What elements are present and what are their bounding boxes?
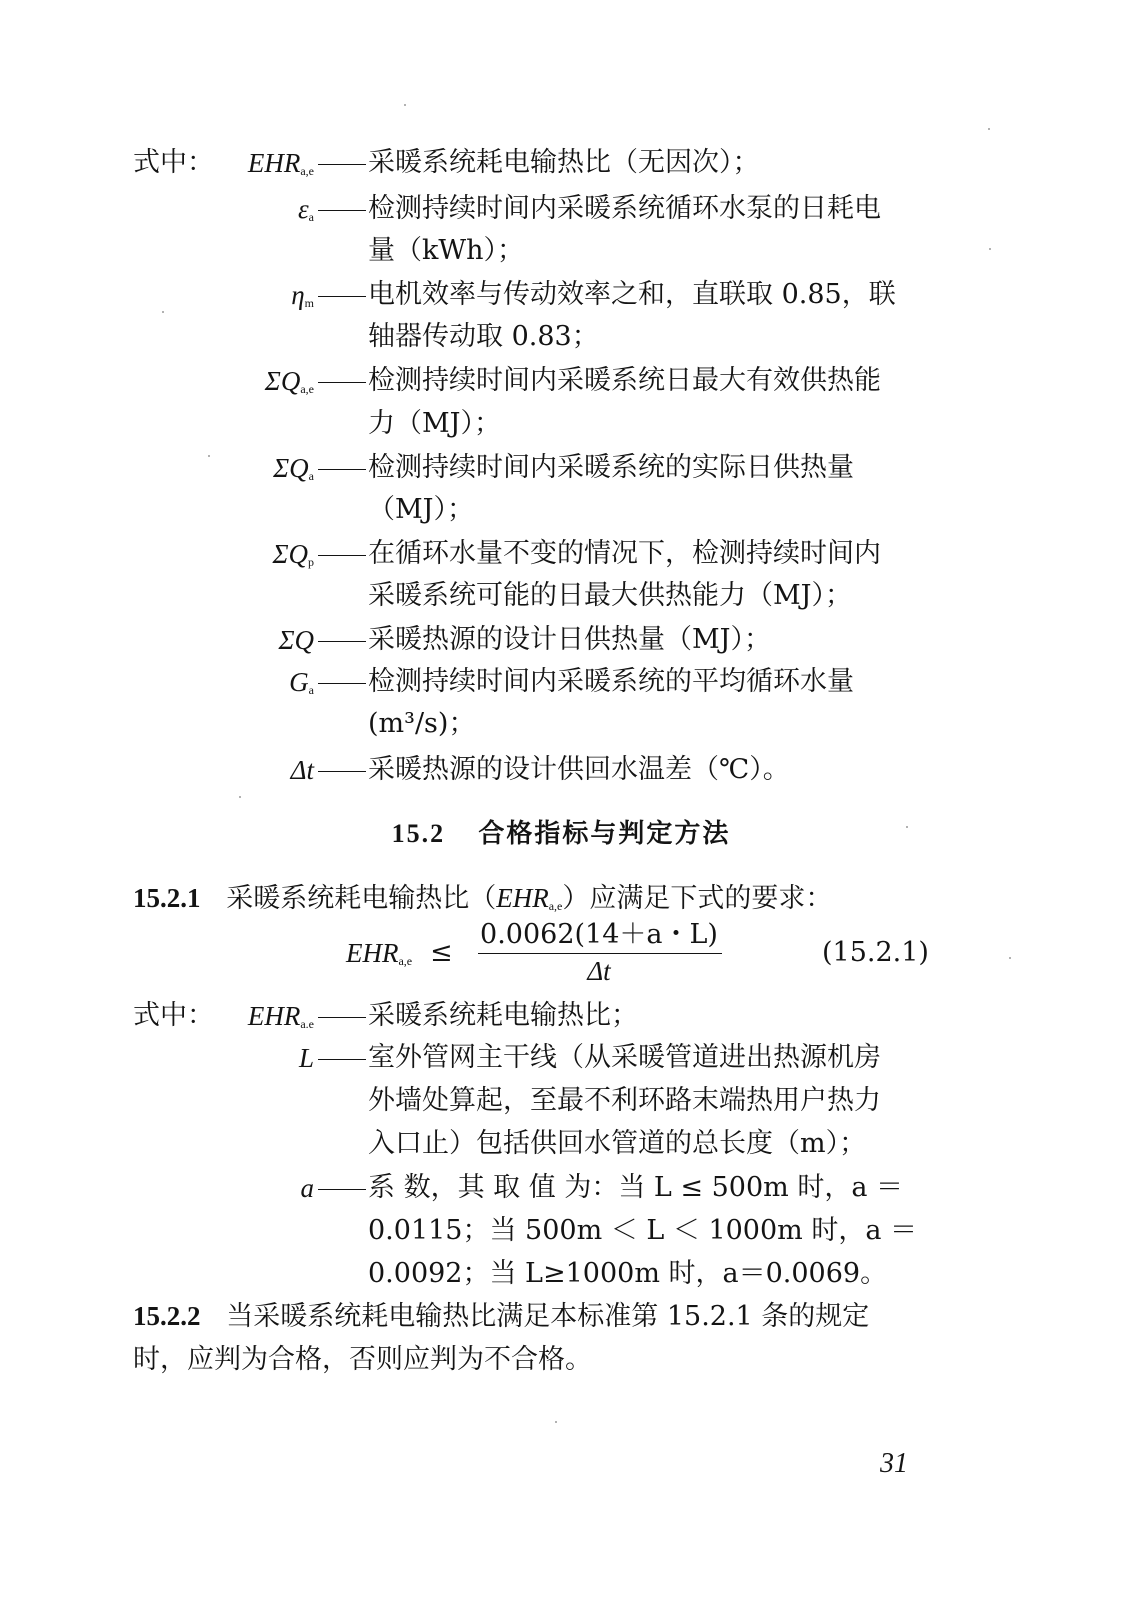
formula-denominator: Δt — [587, 956, 611, 986]
definition-line: 外墙处算起，至最不利环路末端热用户热力 — [368, 1085, 881, 1116]
dash — [318, 771, 366, 772]
formula-numerator: 0.0062(14＋a・L) — [480, 919, 718, 950]
definition-line: 0.0092；当 L≥1000m 时，a＝0.0069。 — [368, 1258, 888, 1289]
clause-text: ）应满足下式的要求： — [562, 883, 833, 914]
scan-speck — [988, 128, 990, 130]
clause-text: 当采暖系统耗电输热比满足本标准第 15.2.1 条的规定 — [226, 1301, 870, 1332]
dash — [318, 1189, 366, 1190]
definition-line: 量（kWh）； — [368, 235, 525, 266]
symbol-sum-q-a: $\Sigma Q_a$ — [273, 453, 314, 483]
section-number: 15.2 — [391, 819, 446, 848]
symbol-epsilon: $\varepsilon_a$ — [298, 194, 314, 224]
definition-line: 检测持续时间内采暖系统的实际日供热量 — [368, 452, 854, 483]
clause-text: 时，应判为合格，否则应判为不合格。 — [133, 1344, 592, 1375]
scan-speck — [162, 311, 164, 313]
symbol-ehr: $EHR_{a,e}$ — [247, 148, 314, 178]
dash — [318, 555, 366, 556]
symbol-sum-q-p: $\Sigma Q_p$ — [272, 539, 314, 569]
definition-line: 系 数，其 取 值 为：当 L ≤ 500m 时，a ＝ — [368, 1172, 904, 1203]
scan-speck — [989, 248, 991, 250]
definition-line: 室外管网主干线（从采暖管道进出热源机房 — [368, 1042, 881, 1073]
dash — [318, 469, 366, 470]
definition-line: 力（MJ）； — [368, 408, 501, 439]
clause-15-2-2 — [133, 1298, 869, 1335]
symbol-eta: $\eta_m$ — [291, 280, 314, 310]
definition-line: 在循环水量不变的情况下，检测持续时间内 — [368, 538, 881, 569]
definition-line: 检测持续时间内采暖系统日最大有效供热能 — [368, 365, 881, 396]
symbol-sum-q: ΣQ — [278, 625, 314, 655]
dash — [318, 1017, 366, 1018]
scan-speck — [239, 796, 241, 798]
dash — [318, 641, 366, 642]
clause-number: 15.2.2 — [133, 1301, 201, 1331]
scan-speck — [1009, 957, 1011, 959]
formula-operator: ≤ — [430, 937, 453, 968]
clause-text: 采暖系统耗电输热比（ — [226, 883, 497, 914]
clause-15-2-1 — [133, 880, 832, 924]
section-title: 合格指标与判定方法 — [478, 819, 731, 849]
dash — [318, 210, 366, 211]
definition-line: 采暖系统耗电输热比（无因次）； — [368, 147, 760, 178]
fraction-bar — [478, 953, 722, 954]
definition-line: 轴器传动取 0.83； — [368, 321, 599, 352]
scan-speck — [208, 455, 210, 457]
definition-line: 检测持续时间内采暖系统循环水泵的日耗电 — [368, 193, 881, 224]
definition-line: （MJ）； — [368, 494, 474, 525]
dash — [318, 1059, 366, 1060]
symbol-ehr: $EHR_{a,e}$ — [496, 883, 563, 913]
scan-speck — [555, 1421, 557, 1423]
symbol-ehr: $EHR_{a.e}$ — [247, 1001, 314, 1031]
dash — [318, 382, 366, 383]
page-number: 31 — [880, 1448, 908, 1479]
formula-number: (15.2.1) — [822, 937, 929, 968]
symbol-l: L — [298, 1043, 314, 1073]
definition-line: 电机效率与传动效率之和，直联取 0.85，联 — [368, 279, 896, 310]
definition-line: 0.0115；当 500m ＜ L ＜ 1000m 时，a ＝ — [368, 1215, 918, 1246]
definition-line: 采暖热源的设计日供热量（MJ）； — [368, 624, 771, 655]
definition-line: 采暖系统可能的日最大供热能力（MJ）； — [368, 580, 852, 611]
formula-lhs: $EHR_{a,e}$ — [346, 938, 413, 968]
section-heading — [0, 813, 1122, 850]
clause-number: 15.2.1 — [133, 883, 201, 913]
dash — [318, 296, 366, 297]
definition-line: (m³/s)； — [368, 708, 476, 739]
dash — [318, 683, 366, 684]
symbol-g-a: $G_a$ — [289, 667, 314, 697]
definition-line: 采暖系统耗电输热比； — [368, 1000, 638, 1031]
definition-line: 采暖热源的设计供回水温差（℃）。 — [368, 754, 790, 785]
scan-speck — [906, 826, 908, 828]
scan-speck — [404, 104, 406, 106]
symbol-a: a — [300, 1173, 314, 1203]
definition-line: 入口止）包括供回水管道的总长度（m）； — [368, 1128, 867, 1159]
symbol-sum-q-ae: $\Sigma Q_{a,e}$ — [264, 366, 314, 396]
dash — [318, 164, 366, 165]
symbol-delta-t: Δt — [290, 755, 314, 785]
definition-line: 检测持续时间内采暖系统的平均循环水量 — [368, 666, 854, 697]
where-prefix: 式中： — [133, 1000, 214, 1031]
where-prefix: 式中： — [133, 147, 214, 178]
